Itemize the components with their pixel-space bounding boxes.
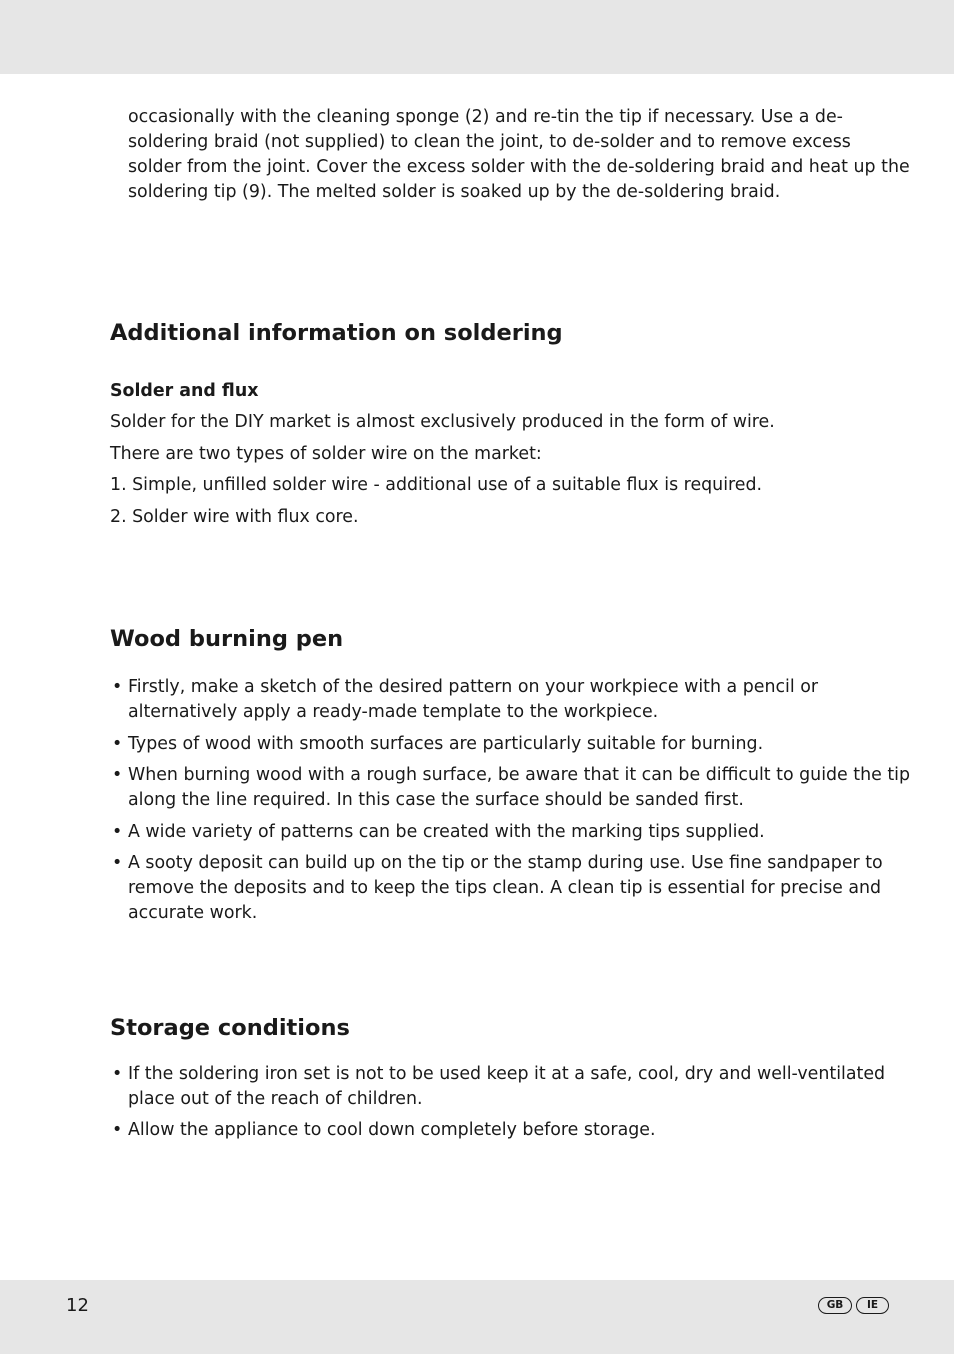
bullet-text: When burning wood with a rough surface, be aware that it can be difficult to guide the tip	[128, 765, 911, 785]
intro-line: soldering braid (not supplied) to clean the joint, to de-solder and to remove excess	[128, 132, 851, 152]
intro-line: soldering tip (9). The melted solder is soaked up by the de-soldering braid.	[128, 182, 781, 202]
intro-line: solder from the joint. Cover the excess solder with the de-soldering braid and heat up the	[128, 157, 910, 177]
bullet-text: Firstly, make a sketch of the desired pattern on your workpiece with a pencil or	[128, 677, 819, 697]
bullet-text: A sooty deposit can build up on the tip or the stamp during use. Use fine sandpaper to	[128, 853, 883, 873]
paragraph: Solder for the DIY market is almost exclusively produced in the form of wire.	[110, 412, 775, 432]
subheading-solder-flux: Solder and flux	[110, 381, 259, 401]
list-item: 2. Solder wire with flux core.	[110, 507, 359, 527]
list-item: 1. Simple, unfilled solder wire - additional use of a suitable flux is required.	[110, 475, 763, 495]
bullet-text: A wide variety of patterns can be created with the marking tips supplied.	[128, 822, 765, 842]
country-badge-ie: IE	[856, 1297, 889, 1314]
bullet-glyph: •	[112, 677, 123, 697]
section-heading-storage: Storage conditions	[110, 1015, 350, 1041]
bullet-text: If the soldering iron set is not to be used keep it at a safe, cool, dry and well-ventilated	[128, 1064, 886, 1084]
bullet-text: along the line required. In this case the surface should be sanded first.	[128, 790, 744, 810]
bullet-glyph: •	[112, 853, 123, 873]
section-heading-additional: Additional information on soldering	[110, 320, 563, 346]
bullet-text: place out of the reach of children.	[128, 1089, 423, 1109]
country-badge-gb: GB	[818, 1297, 852, 1314]
bullet-text: Types of wood with smooth surfaces are particularly suitable for burning.	[128, 734, 764, 754]
bullet-glyph: •	[112, 765, 123, 785]
bullet-glyph: •	[112, 1120, 123, 1140]
bullet-glyph: •	[112, 1064, 123, 1084]
intro-line: occasionally with the cleaning sponge (2) and re-tin the tip if necessary. Use a de-	[128, 107, 843, 127]
paragraph: There are two types of solder wire on the market:	[110, 444, 542, 464]
section-heading-wood: Wood burning pen	[110, 626, 344, 652]
bullet-glyph: •	[112, 734, 123, 754]
bullet-text: accurate work.	[128, 903, 258, 923]
bottom-band	[0, 1280, 954, 1354]
bullet-glyph: •	[112, 822, 123, 842]
page-number: 12	[66, 1295, 89, 1316]
top-band	[0, 0, 954, 74]
bullet-text: Allow the appliance to cool down completely before storage.	[128, 1120, 656, 1140]
bullet-text: alternatively apply a ready-made template to the workpiece.	[128, 702, 659, 722]
bullet-text: remove the deposits and to keep the tips clean. A clean tip is essential for precise and	[128, 878, 882, 898]
